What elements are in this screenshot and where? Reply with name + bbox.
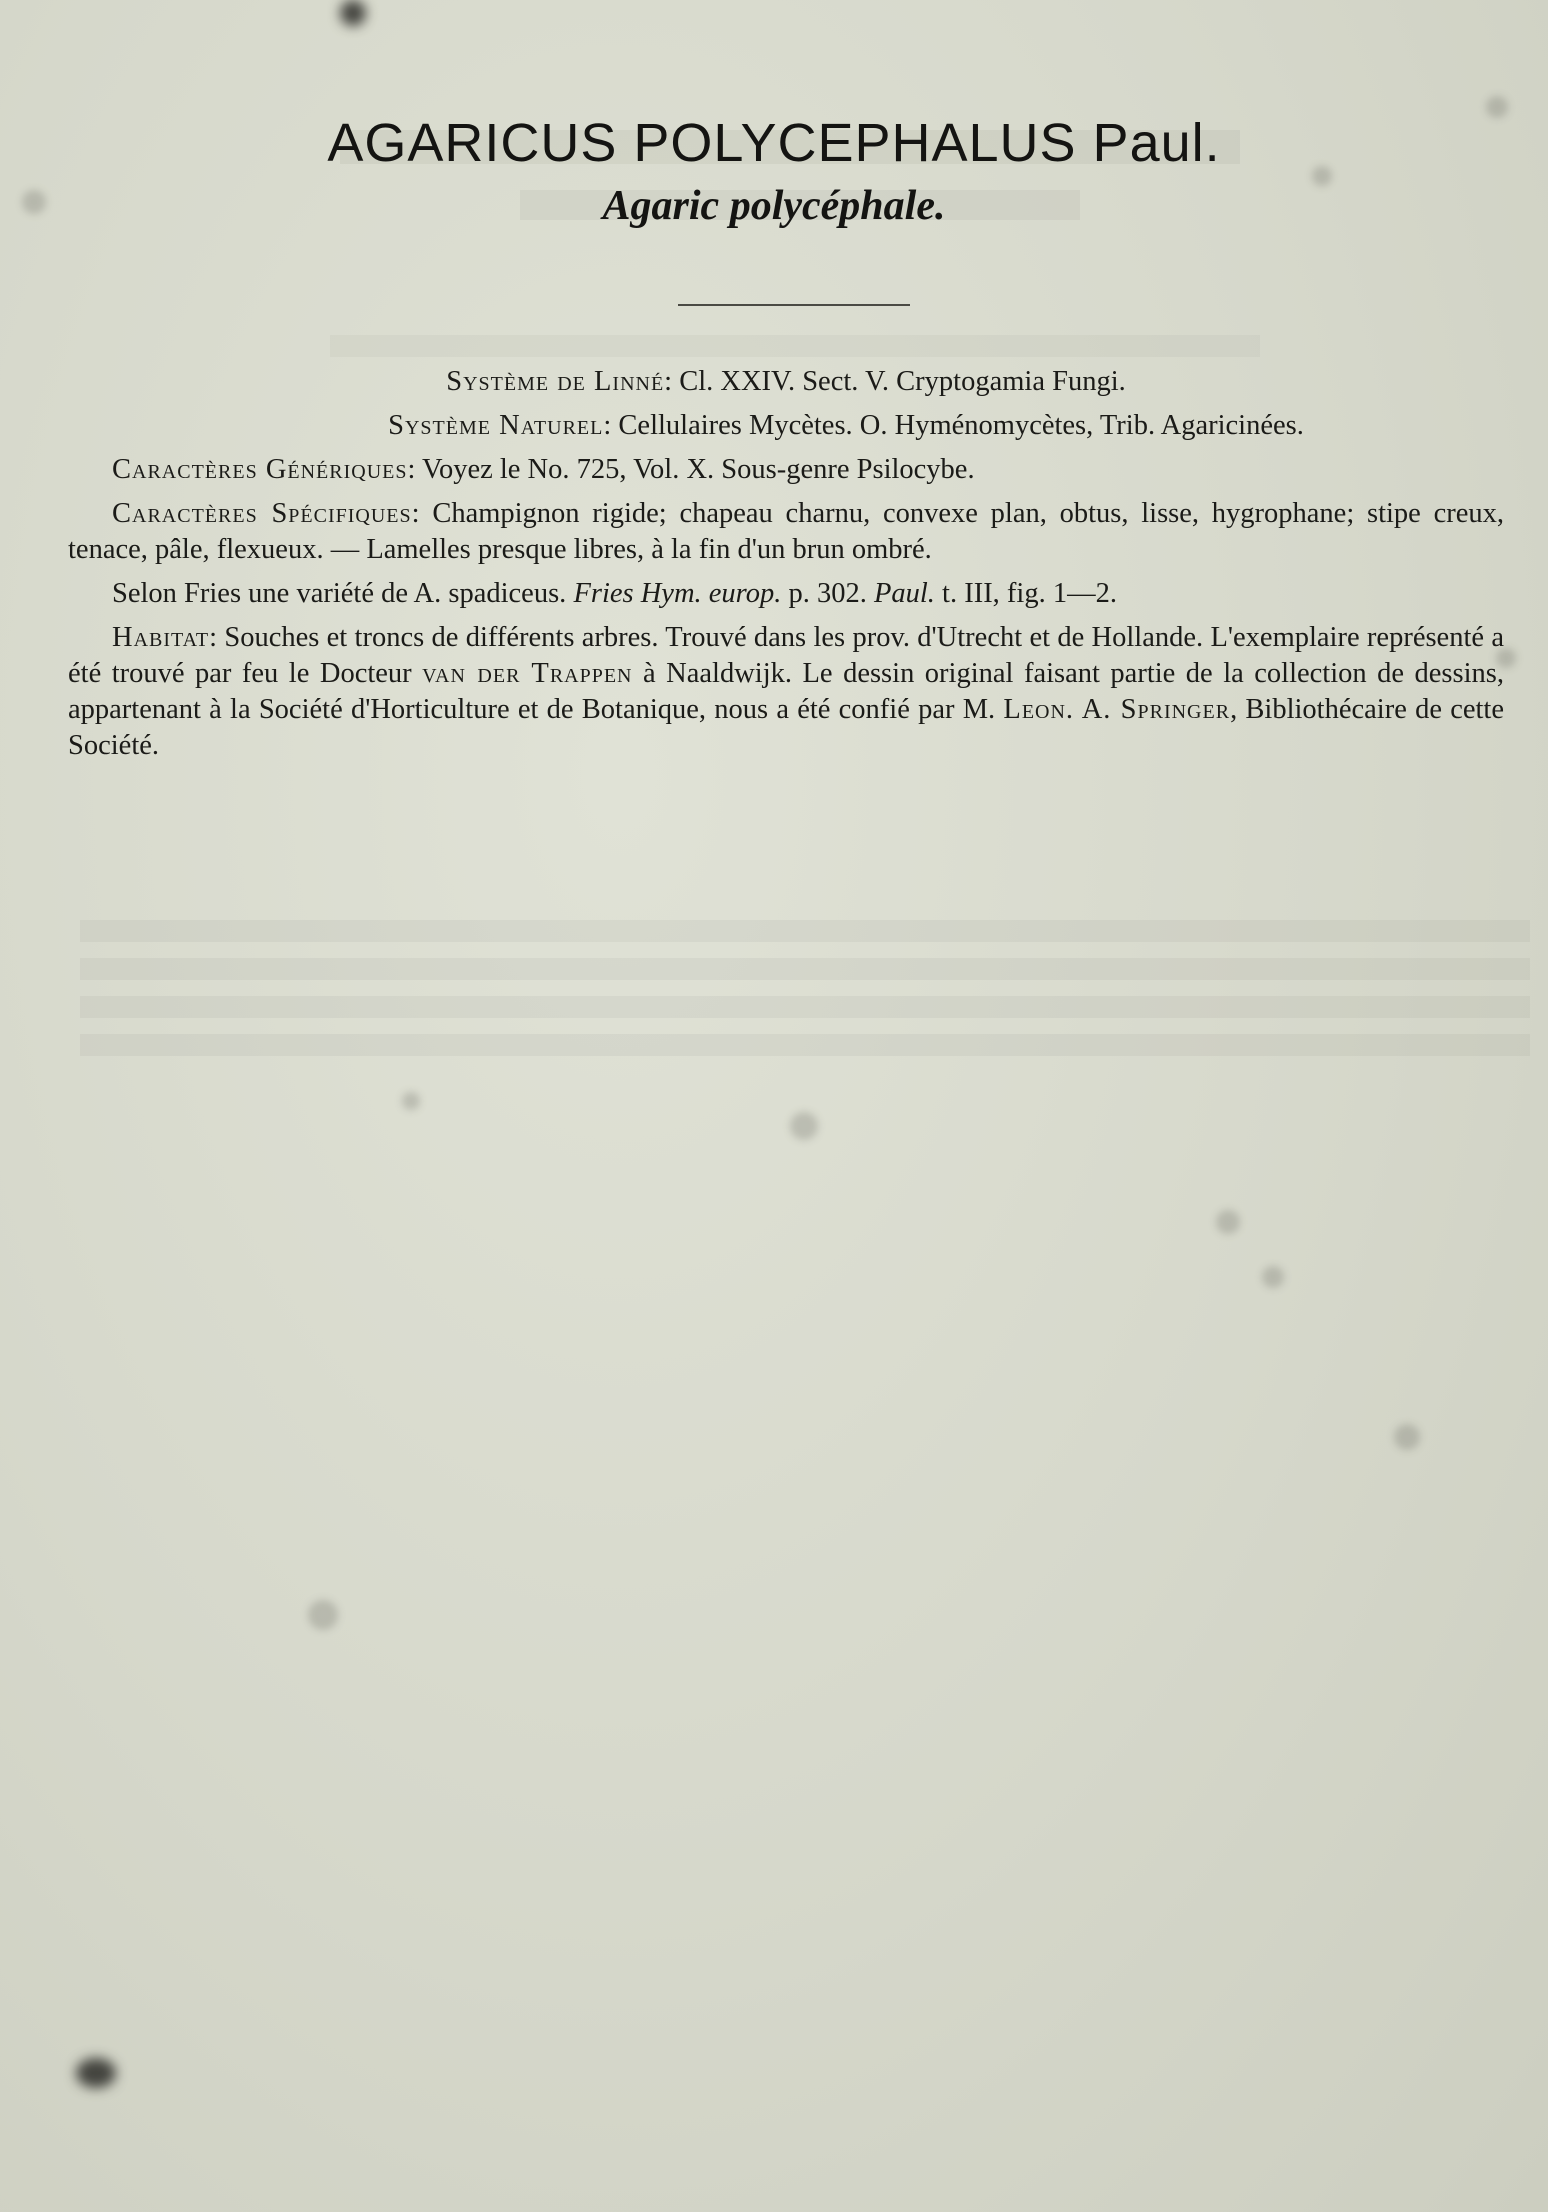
bleed-through-line bbox=[80, 1034, 1530, 1056]
generic-characters-separator: : bbox=[407, 454, 423, 485]
fries-reference-italic-b: Paul. bbox=[873, 578, 935, 609]
specific-characters-text: Champignon rigide; chapeau charnu, convexe plan, obtus, lisse, hygrophane; stipe creux, tenace, pâle, flexueux. — Lamelles presque libres, à la fin d'un brun ombré. bbox=[68, 498, 1504, 565]
habitat-text-b: à Naaldwijk. Le dessin original faisant partie de la collection de dessins, appartenant à la Société d'Horticulture et de Botanique, nous a été confié par M. bbox=[68, 658, 1505, 725]
fries-reference-text-a: Selon Fries une variété de A. spadiceus. bbox=[112, 578, 574, 609]
generic-characters-text: Voyez le No. 725, Vol. X. Sous-genre Psilocybe. bbox=[422, 454, 975, 485]
specific-characters-label: Caractères Spécifiques bbox=[112, 498, 412, 529]
natural-system-text: Cellulaires Mycètes. O. Hyménomycètes, Trib. Agaricinées. bbox=[618, 410, 1304, 441]
paper-spot bbox=[1216, 1210, 1240, 1234]
natural-system-line bbox=[68, 408, 1504, 444]
generic-characters-label: Caractères Génériques bbox=[112, 454, 408, 485]
ink-stain bbox=[76, 2058, 116, 2088]
habitat-label: Habitat bbox=[112, 622, 210, 653]
bleed-through-line bbox=[80, 920, 1530, 942]
specific-characters-paragraph bbox=[68, 496, 1504, 568]
linne-system-label: Système de Linné bbox=[446, 366, 665, 397]
natural-system-label: Système Naturel bbox=[388, 410, 604, 441]
fries-reference-text-b: p. 302. bbox=[781, 578, 874, 609]
habitat-name-b: Leon. A. Springer bbox=[1003, 694, 1231, 725]
habitat-paragraph bbox=[68, 620, 1504, 764]
paper-spot bbox=[1394, 1424, 1420, 1450]
linne-system-line bbox=[68, 364, 1504, 400]
fries-reference-italic-a: Fries Hym. europ. bbox=[573, 578, 782, 609]
paper-spot bbox=[402, 1092, 420, 1110]
habitat-text-a: Souches et troncs de différents arbres. Trouvé dans les prov. d'Utrecht et de Hollande. L'exemplaire représenté a été trouvé par feu le Docteur bbox=[68, 622, 1504, 689]
paper-spot bbox=[790, 1112, 818, 1140]
habitat-text-c: , Bibliothécaire de cette Société. bbox=[68, 694, 1504, 761]
habitat-separator: : bbox=[209, 622, 225, 653]
fries-reference-text-c: t. III, fig. 1—2. bbox=[934, 578, 1117, 609]
bleed-through-line bbox=[80, 958, 1530, 980]
ink-stain bbox=[340, 0, 366, 26]
generic-characters-line bbox=[68, 452, 1504, 488]
page-subtitle: Agaric polycéphale. bbox=[602, 183, 946, 229]
linne-system-separator: : bbox=[664, 366, 680, 397]
natural-system-separator: : bbox=[603, 410, 619, 441]
paper-spot bbox=[308, 1600, 338, 1630]
specific-characters-separator: : bbox=[411, 498, 433, 529]
document-body bbox=[68, 364, 1504, 772]
linne-system-text: Cl. XXIV. Sect. V. Cryptogamia Fungi. bbox=[679, 366, 1126, 397]
fries-reference-line bbox=[68, 576, 1504, 612]
habitat-name-a: van der Trappen bbox=[422, 658, 633, 689]
page-title: AGARICUS POLYCEPHALUS Paul. bbox=[327, 113, 1221, 173]
bleed-through-line bbox=[330, 335, 1260, 357]
bleed-through-line bbox=[80, 996, 1530, 1018]
paper-spot bbox=[1262, 1266, 1284, 1288]
title-rule bbox=[678, 304, 910, 306]
